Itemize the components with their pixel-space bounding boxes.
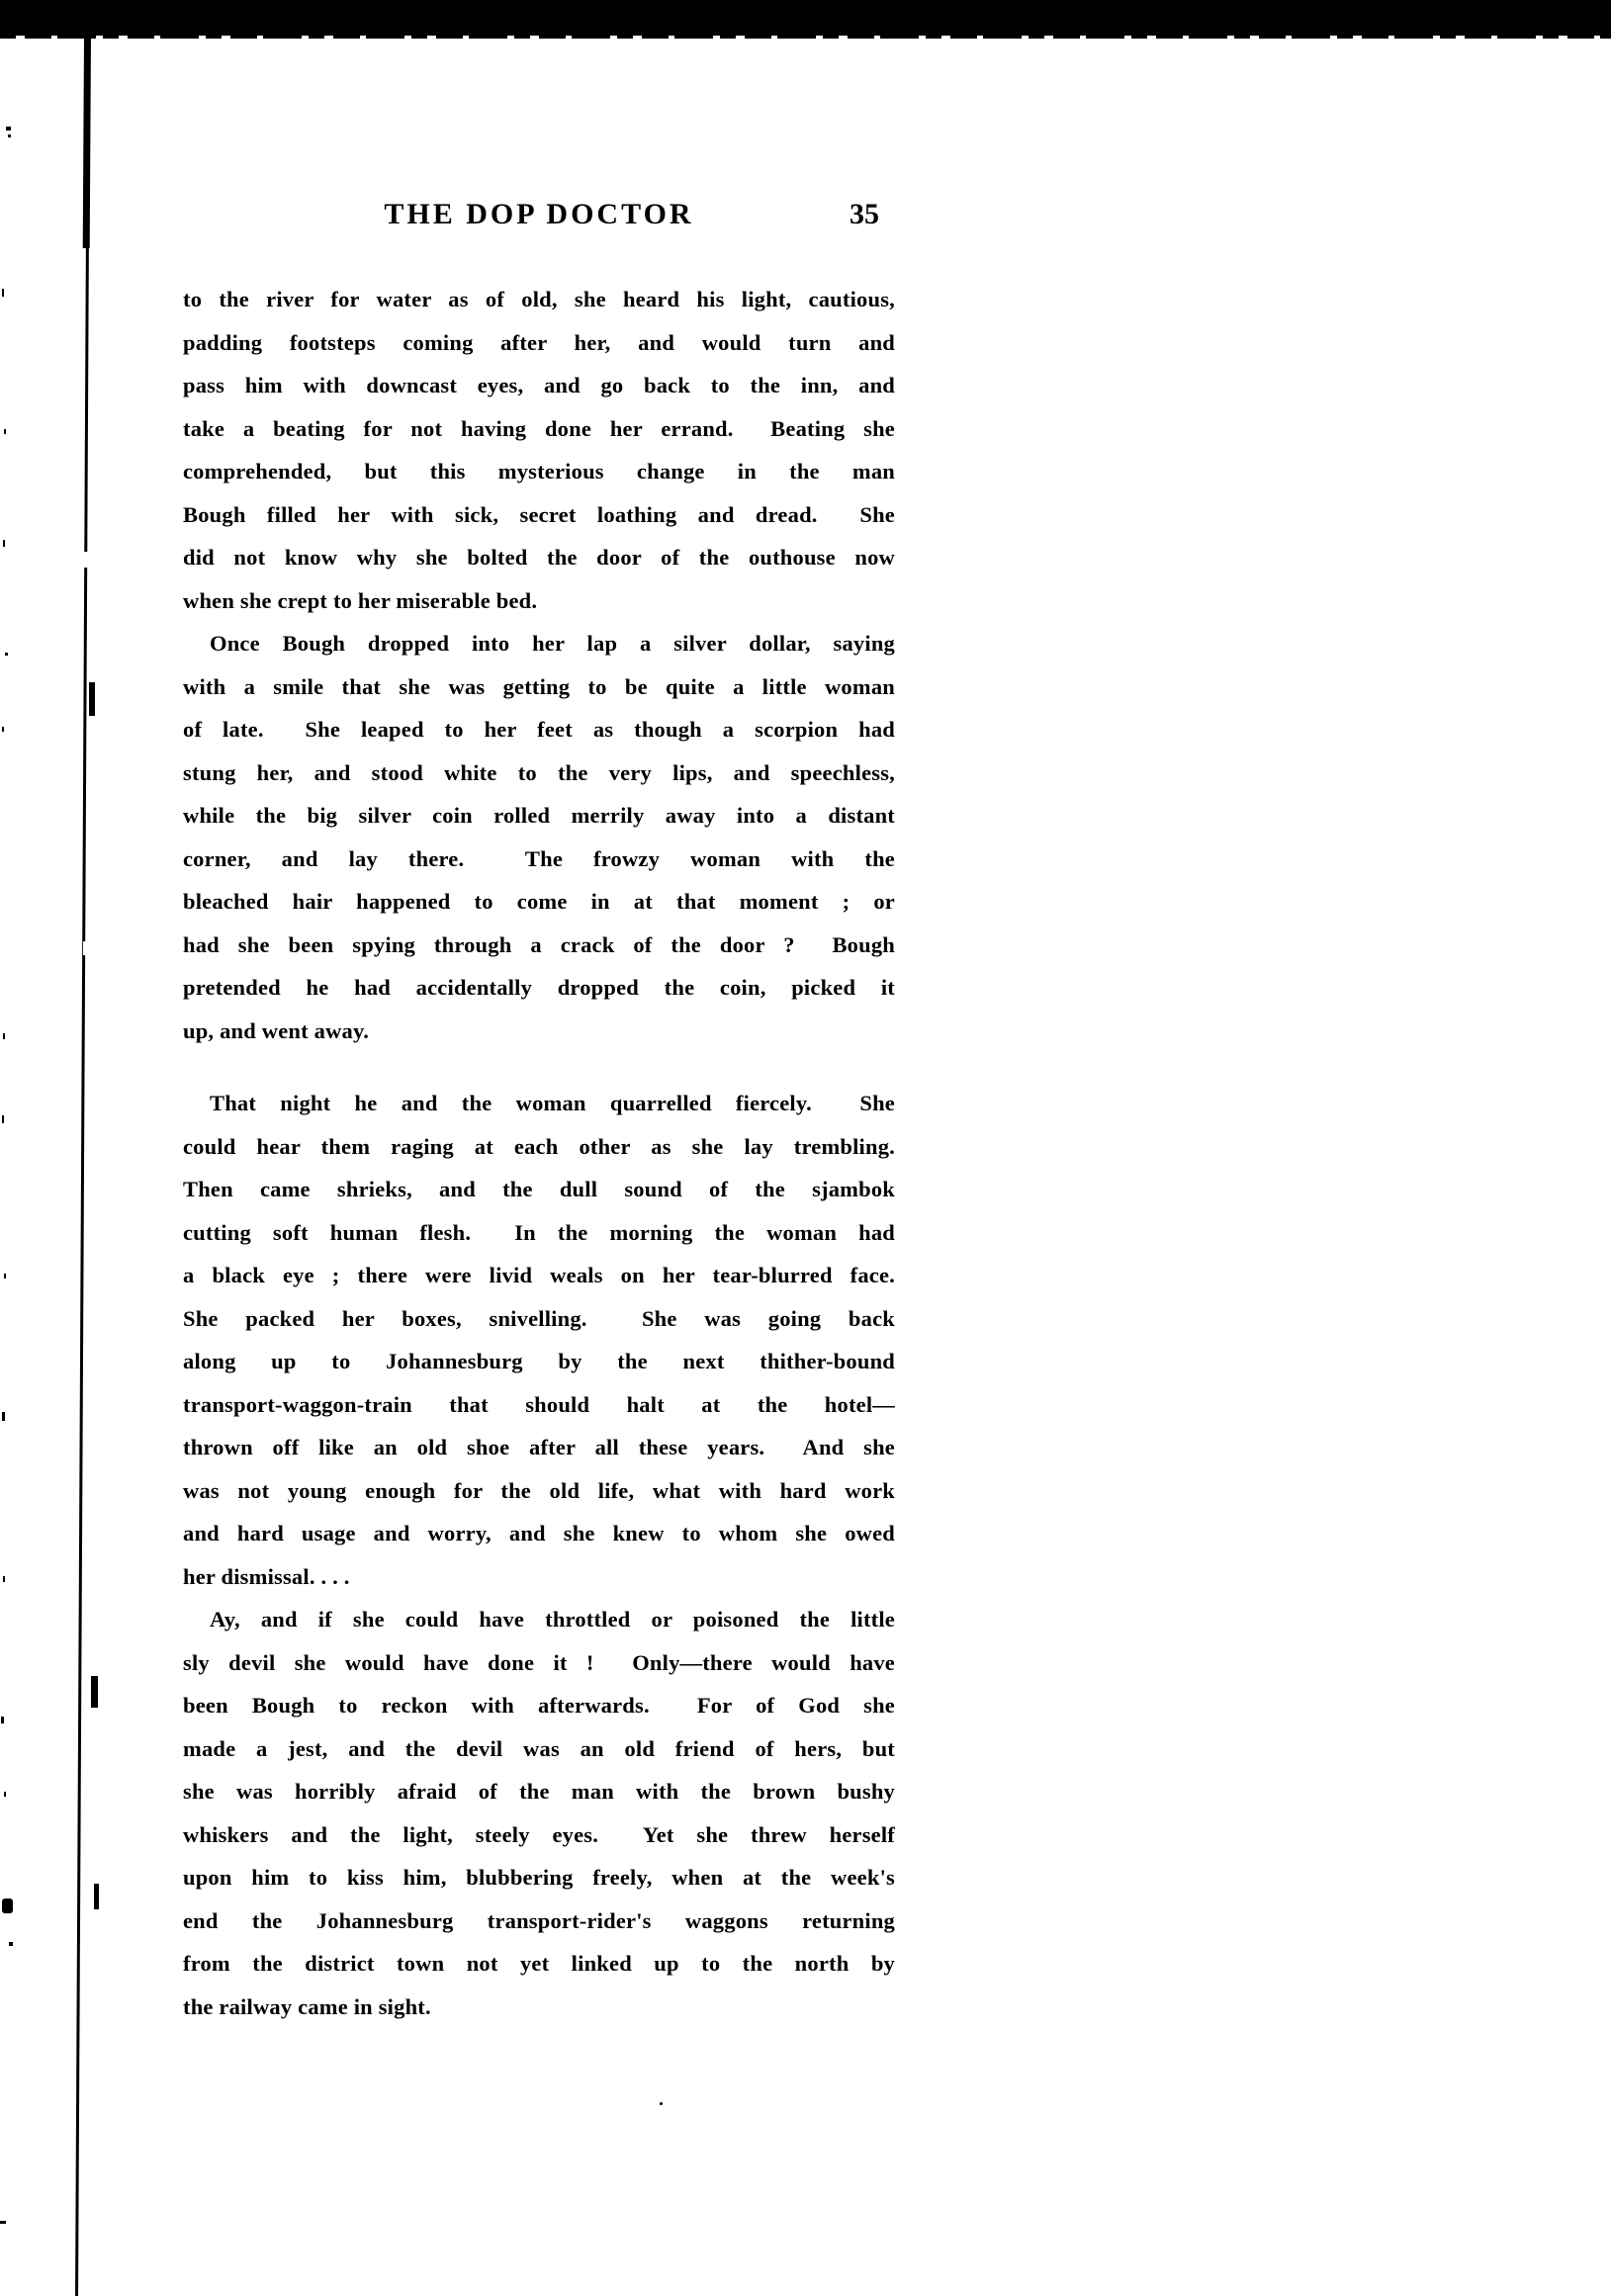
scan-artifact-speck [2, 289, 4, 297]
scan-artifact-speck [3, 1033, 5, 1039]
text-line: did not know why she bolted the door of the outhouse now [183, 545, 895, 570]
text-line: a black eye ; there were livid weals on her tear-blurred face. [183, 1263, 895, 1287]
scan-artifact-ink-blob [89, 682, 95, 716]
scan-artifact-speck [4, 1792, 6, 1797]
text-line: of late. She leaped to her feet as though a scorpion had [183, 717, 895, 742]
scan-artifact-top-bar [0, 0, 1611, 36]
text-line: could hear them raging at each other as she lay trembling. [183, 1133, 895, 1159]
text-line: her dismissal. . . . [183, 1563, 350, 1589]
text-line: cutting soft human flesh. In the morning the woman had [183, 1219, 895, 1245]
text-line: made a jest, and the devil was an old friend of hers, but [183, 1735, 895, 1761]
scan-artifact-ink-blob [2, 1899, 13, 1913]
scan-artifact-gap [83, 941, 95, 955]
text-line: Bough filled her with sick, secret loathing and dread. She [183, 501, 895, 527]
scan-artifact-speck [9, 1942, 13, 1946]
text-line: upon him to kiss him, blubbering freely, when at the week's [183, 1865, 895, 1890]
scan-artifact-gap [85, 1337, 97, 1349]
text-line: was not young enough for the old life, what with hard work [183, 1477, 895, 1503]
text-line: take a beating for not having done her errand. Beating she [183, 415, 895, 441]
text-line: up, and went away. [183, 1017, 370, 1043]
text-line: corner, and lay there. The frowzy woman with the [183, 845, 895, 871]
paragraph [183, 278, 895, 622]
text-line: That night he and the woman quarrelled fiercely. She [210, 1091, 895, 1115]
scan-artifact-speck [6, 127, 11, 131]
scan-artifact-speck [8, 134, 11, 137]
scan-artifact-speck [4, 429, 6, 434]
text-line: She packed her boxes, snivelling. She was going back [183, 1305, 895, 1331]
scan-artifact-spine-line [75, 36, 90, 2296]
text-line: bleached hair happened to come in at that moment ; or [183, 889, 895, 914]
page-header [183, 198, 895, 237]
text-column [183, 278, 895, 2028]
scan-artifact-speck [5, 653, 8, 656]
text-line: had she been spying through a crack of the door ? Bough [183, 931, 895, 957]
text-line: stung her, and stood white to the very lips, and speechless, [183, 759, 895, 785]
text-line: Once Bough dropped into her lap a silver dollar, saying [210, 631, 895, 656]
text-line: the railway came in sight. [183, 1993, 431, 2019]
scan-artifact-ink-blob [91, 1676, 98, 1708]
text-line: while the big silver coin rolled merrily away into a distant [183, 803, 895, 828]
paragraph [183, 1598, 895, 2028]
scan-artifact-speck [3, 540, 5, 547]
text-line: end the Johannesburg transport-rider's waggons returning [183, 1907, 895, 1933]
text-line: she was horribly afraid of the man with the brown bushy [183, 1779, 895, 1804]
scan-artifact-speck [3, 1576, 5, 1582]
scan-artifact-speck [2, 1412, 5, 1421]
scan-artifact-speck [1, 1717, 4, 1723]
text-line: when she crept to her miserable bed. [183, 587, 538, 613]
page-number: 35 [850, 198, 879, 230]
scan-artifact-gap [83, 552, 95, 568]
scan-artifact-ink-blob [94, 1884, 99, 1909]
text-line: padding footsteps coming after her, and would turn and [183, 329, 895, 355]
text-line: transport-waggon-train that should halt at the hotel— [183, 1391, 895, 1417]
text-line: comprehended, but this mysterious change in the man [183, 459, 895, 484]
text-line: with a smile that she was getting to be quite a little woman [183, 673, 895, 699]
running-title: THE DOP DOCTOR [384, 198, 694, 230]
scan-artifact-speck [4, 1274, 6, 1279]
text-line: thrown off like an old shoe after all these years. And she [183, 1435, 895, 1459]
scan-artifact-speck [660, 2102, 663, 2105]
paragraph [183, 1082, 895, 1598]
text-line: Ay, and if she could have throttled or poisoned the little [210, 1607, 895, 1632]
text-line: been Bough to reckon with afterwards. For of God she [183, 1693, 895, 1718]
text-line: sly devil she would have done it ! Only—there would have [183, 1649, 895, 1675]
text-line: pass him with downcast eyes, and go back to the inn, and [183, 373, 895, 397]
text-line: to the river for water as of old, she heard his light, cautious, [183, 287, 895, 311]
text-line: whiskers and the light, steely eyes. Yet she threw herself [183, 1821, 895, 1847]
text-line: from the district town not yet linked up to the north by [183, 1951, 895, 1976]
text-line: and hard usage and worry, and she knew to whom she owed [183, 1521, 895, 1545]
text-line: pretended he had accidentally dropped the coin, picked it [183, 975, 895, 1000]
scan-artifact-speck [2, 727, 4, 732]
text-line: Then came shrieks, and the dull sound of the sjambok [183, 1177, 895, 1201]
scan-artifact-speck [0, 2221, 6, 2224]
paragraph [183, 622, 895, 1052]
text-line: along up to Johannesburg by the next thither-bound [183, 1349, 895, 1373]
scan-artifact-speck [2, 1115, 4, 1123]
